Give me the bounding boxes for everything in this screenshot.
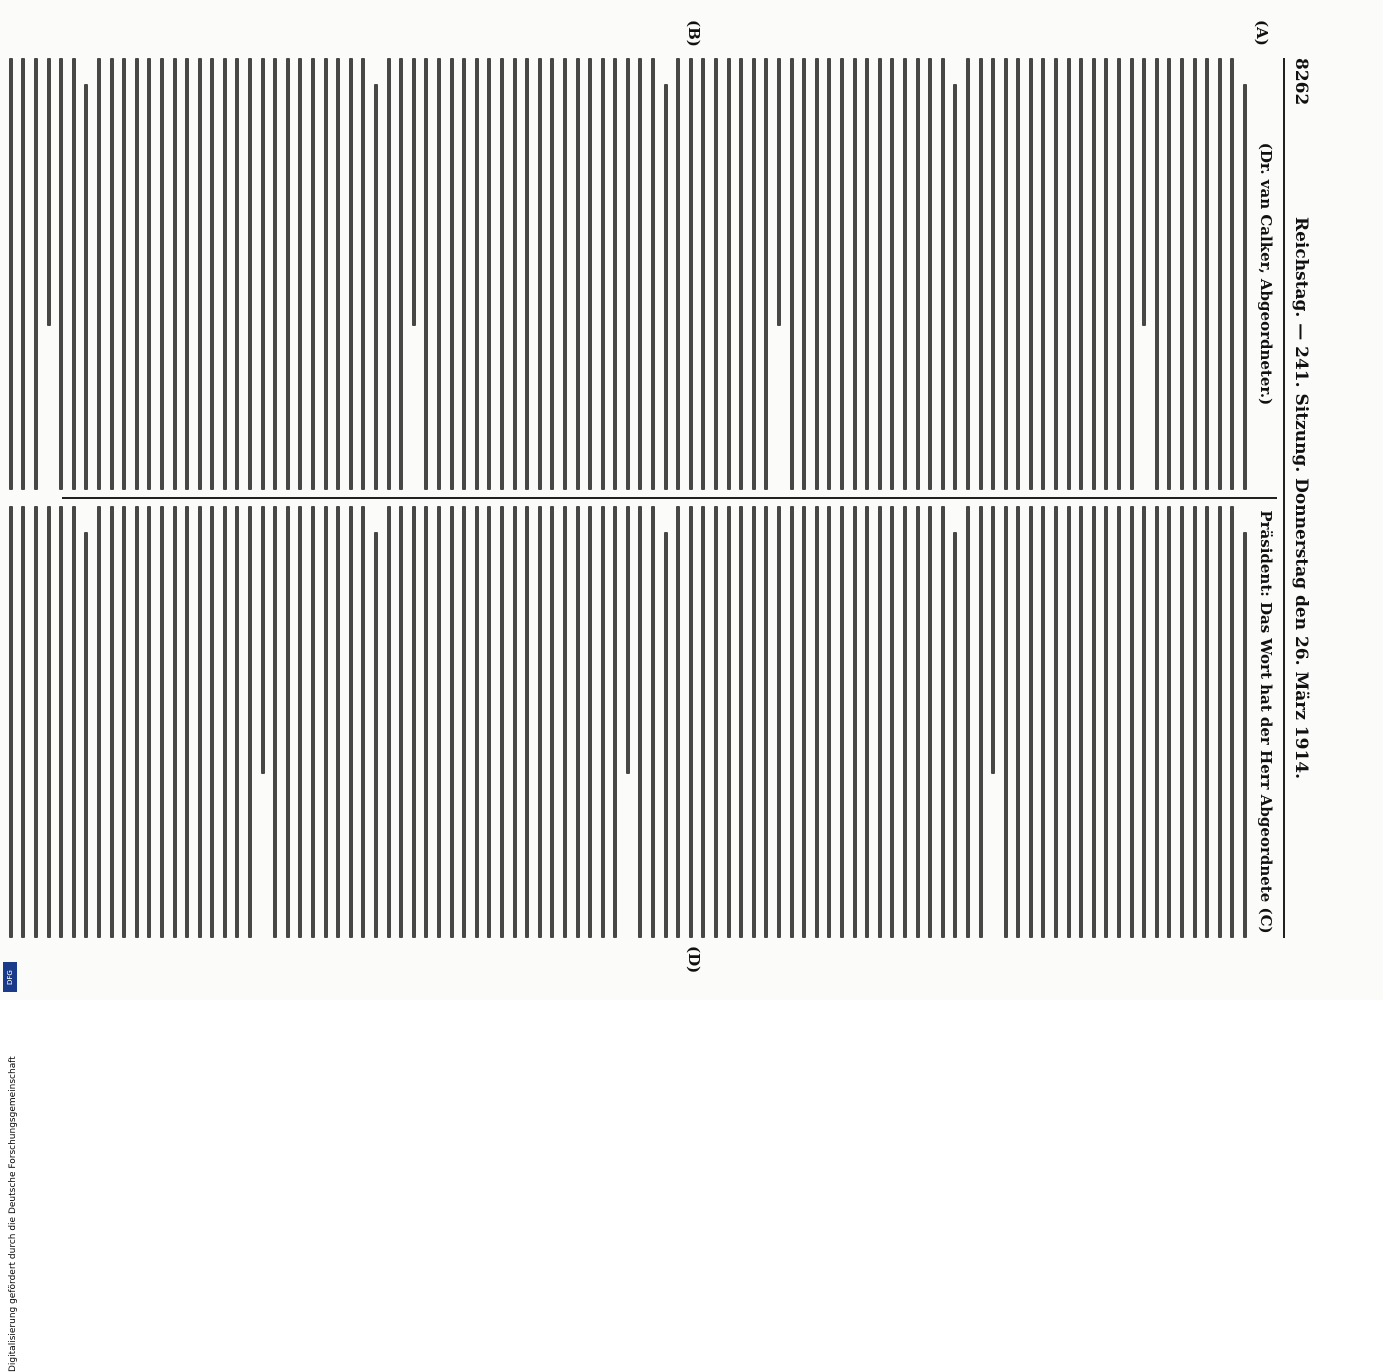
text-line — [84, 84, 88, 490]
column-divider — [62, 497, 1277, 499]
text-line — [487, 58, 491, 490]
text-line — [185, 58, 189, 490]
text-line — [601, 506, 605, 938]
speaker-heading: (Dr. van Calker, Abgeordneter.) — [1255, 58, 1275, 490]
text-line — [513, 506, 517, 938]
text-line — [437, 506, 441, 938]
text-line — [475, 506, 479, 938]
text-line — [991, 58, 995, 490]
text-line — [261, 506, 265, 774]
text-line — [979, 58, 983, 490]
text-line — [966, 506, 970, 938]
text-line — [538, 58, 542, 490]
dfg-logo — [3, 962, 17, 992]
text-line — [639, 506, 643, 938]
text-line — [928, 58, 932, 490]
text-line — [110, 58, 114, 490]
text-line — [110, 506, 114, 938]
margin-marker-d: (D) — [685, 946, 703, 973]
text-line — [1243, 84, 1247, 490]
text-line — [173, 506, 177, 938]
text-line — [1180, 506, 1184, 938]
text-line — [1230, 506, 1234, 938]
text-line — [248, 58, 252, 490]
text-line — [815, 506, 819, 938]
text-line — [185, 506, 189, 938]
text-line — [827, 58, 831, 490]
text-line — [513, 58, 517, 490]
text-line — [223, 506, 227, 938]
text-line — [487, 506, 491, 938]
text-line — [198, 506, 202, 938]
text-line — [47, 506, 51, 938]
text-line — [298, 58, 302, 490]
text-line — [802, 58, 806, 490]
text-line — [1042, 58, 1046, 490]
text-line — [664, 84, 668, 490]
margin-marker-a: (A) — [1253, 20, 1271, 46]
text-line — [588, 506, 592, 938]
text-line — [1004, 58, 1008, 490]
text-line — [173, 58, 177, 490]
margin-marker-b: (B) — [685, 20, 703, 47]
text-line — [21, 58, 25, 490]
left-column-text — [0, 58, 1247, 490]
text-line — [626, 58, 630, 490]
text-line — [324, 506, 328, 938]
text-line — [97, 58, 101, 490]
text-line — [1054, 506, 1058, 938]
text-line — [374, 84, 378, 490]
text-line — [1142, 506, 1146, 938]
text-line — [387, 506, 391, 938]
text-line — [59, 506, 63, 938]
text-line — [1230, 58, 1234, 490]
text-line — [1079, 58, 1083, 490]
text-line — [701, 506, 705, 938]
text-line — [953, 84, 957, 490]
text-line — [1029, 58, 1033, 490]
text-line — [953, 532, 957, 938]
text-line — [349, 506, 353, 938]
text-line — [210, 506, 214, 938]
speaker-heading-right: Präsident: Das Wort hat der Herr Abgeordnete (C) — [1255, 506, 1275, 938]
text-line — [210, 58, 214, 490]
text-line — [1079, 506, 1083, 938]
text-line — [1130, 58, 1134, 490]
text-line — [160, 58, 164, 490]
text-line — [1054, 58, 1058, 490]
right-column-text — [0, 506, 1247, 938]
text-line — [500, 58, 504, 490]
text-line — [387, 58, 391, 490]
text-line — [790, 506, 794, 938]
text-line — [916, 58, 920, 490]
text-line — [437, 58, 441, 490]
text-line — [1067, 506, 1071, 938]
text-line — [676, 506, 680, 938]
text-line — [903, 506, 907, 938]
text-line — [1155, 58, 1159, 490]
text-line — [815, 58, 819, 490]
text-line — [236, 506, 240, 938]
text-line — [122, 58, 126, 490]
text-line — [525, 58, 529, 490]
text-line — [1193, 506, 1197, 938]
text-line — [1067, 58, 1071, 490]
text-line — [865, 58, 869, 490]
text-line — [752, 506, 756, 938]
text-line — [122, 506, 126, 938]
text-line — [248, 506, 252, 938]
text-line — [160, 506, 164, 938]
text-line — [72, 58, 76, 490]
text-line — [878, 506, 882, 938]
text-line — [424, 506, 428, 938]
text-line — [1016, 58, 1020, 490]
text-line — [538, 506, 542, 938]
text-line — [1180, 58, 1184, 490]
text-line — [21, 506, 25, 938]
text-line — [563, 58, 567, 490]
text-line — [412, 506, 416, 938]
text-line — [147, 58, 151, 490]
text-line — [450, 506, 454, 938]
right-column — [60, 506, 1275, 938]
text-line — [424, 58, 428, 490]
text-line — [1004, 506, 1008, 938]
text-line — [1104, 506, 1108, 938]
text-line — [412, 58, 416, 326]
text-line — [374, 532, 378, 938]
text-line — [752, 58, 756, 490]
text-line — [500, 506, 504, 938]
text-line — [1167, 58, 1171, 490]
text-line — [1117, 58, 1121, 490]
text-line — [878, 58, 882, 490]
text-line — [1130, 506, 1134, 938]
text-line — [865, 506, 869, 938]
dfg-logo-text: DFG — [3, 971, 17, 985]
text-line — [47, 58, 51, 326]
text-line — [739, 506, 743, 938]
text-line — [941, 506, 945, 938]
text-line — [311, 58, 315, 490]
text-line — [550, 506, 554, 938]
text-line — [689, 58, 693, 490]
text-line — [336, 506, 340, 938]
text-line — [941, 58, 945, 490]
text-line — [9, 506, 13, 938]
text-line — [727, 506, 731, 938]
text-line — [928, 506, 932, 938]
text-line — [1155, 506, 1159, 938]
text-line — [311, 506, 315, 938]
text-line — [777, 506, 781, 938]
text-line — [601, 58, 605, 490]
text-line — [626, 506, 630, 774]
text-line — [298, 506, 302, 938]
text-line — [576, 58, 580, 490]
text-line — [853, 506, 857, 938]
running-header — [1283, 58, 1313, 938]
text-line — [72, 506, 76, 938]
text-line — [563, 506, 567, 938]
text-line — [1092, 58, 1096, 490]
text-line — [1243, 532, 1247, 938]
text-line — [1117, 506, 1121, 938]
text-line — [34, 506, 38, 938]
text-line — [1104, 58, 1108, 490]
text-line — [651, 506, 655, 938]
text-line — [1218, 506, 1222, 938]
text-line — [324, 58, 328, 490]
text-line — [1016, 506, 1020, 938]
text-line — [613, 506, 617, 938]
text-line — [361, 58, 365, 490]
text-line — [727, 58, 731, 490]
text-line — [59, 58, 63, 490]
text-line — [664, 532, 668, 938]
text-line — [97, 506, 101, 938]
text-line — [475, 58, 479, 490]
text-line — [853, 58, 857, 490]
text-line — [739, 58, 743, 490]
text-line — [399, 506, 403, 938]
text-line — [273, 506, 277, 938]
text-line — [840, 58, 844, 490]
text-line — [714, 58, 718, 490]
text-line — [261, 58, 265, 490]
text-line — [147, 506, 151, 938]
text-line — [676, 58, 680, 490]
text-line — [550, 58, 554, 490]
text-line — [135, 58, 139, 490]
text-line — [890, 506, 894, 938]
text-line — [903, 58, 907, 490]
text-line — [1042, 506, 1046, 938]
text-line — [84, 532, 88, 938]
page-number: 8262 — [1291, 58, 1311, 105]
text-line — [1167, 506, 1171, 938]
page-title: Reichstag. — 241. Sitzung. Donnerstag den 26. März 1914. — [1291, 58, 1311, 938]
text-line — [361, 506, 365, 938]
text-line — [639, 58, 643, 490]
funding-note: Digitalisierung gefördert durch die Deutsche Forschungsgemeinschaft — [8, 1056, 18, 1372]
text-line — [1092, 506, 1096, 938]
text-line — [336, 58, 340, 490]
text-line — [651, 58, 655, 490]
left-column — [60, 58, 1275, 490]
text-line — [135, 506, 139, 938]
text-line — [916, 506, 920, 938]
text-line — [576, 506, 580, 938]
text-line — [701, 58, 705, 490]
text-line — [1218, 58, 1222, 490]
text-line — [827, 506, 831, 938]
text-line — [764, 58, 768, 490]
text-line — [1193, 58, 1197, 490]
text-line — [236, 58, 240, 490]
text-line — [764, 506, 768, 938]
text-line — [286, 506, 290, 938]
text-line — [1205, 506, 1209, 938]
text-line — [198, 58, 202, 490]
text-line — [777, 58, 781, 326]
text-line — [462, 58, 466, 490]
text-line — [1205, 58, 1209, 490]
text-line — [890, 58, 894, 490]
text-line — [223, 58, 227, 490]
text-line — [349, 58, 353, 490]
text-line — [1029, 506, 1033, 938]
text-line — [790, 58, 794, 490]
text-line — [689, 506, 693, 938]
text-line — [613, 58, 617, 490]
text-line — [450, 58, 454, 490]
text-line — [525, 506, 529, 938]
text-line — [9, 58, 13, 490]
text-line — [966, 58, 970, 490]
text-line — [34, 58, 38, 490]
text-line — [273, 58, 277, 490]
text-line — [588, 58, 592, 490]
text-line — [840, 506, 844, 938]
text-line — [991, 506, 995, 774]
text-line — [714, 506, 718, 938]
text-line — [399, 58, 403, 490]
text-line — [802, 506, 806, 938]
text-line — [979, 506, 983, 938]
text-line — [462, 506, 466, 938]
text-line — [1142, 58, 1146, 326]
text-line — [286, 58, 290, 490]
